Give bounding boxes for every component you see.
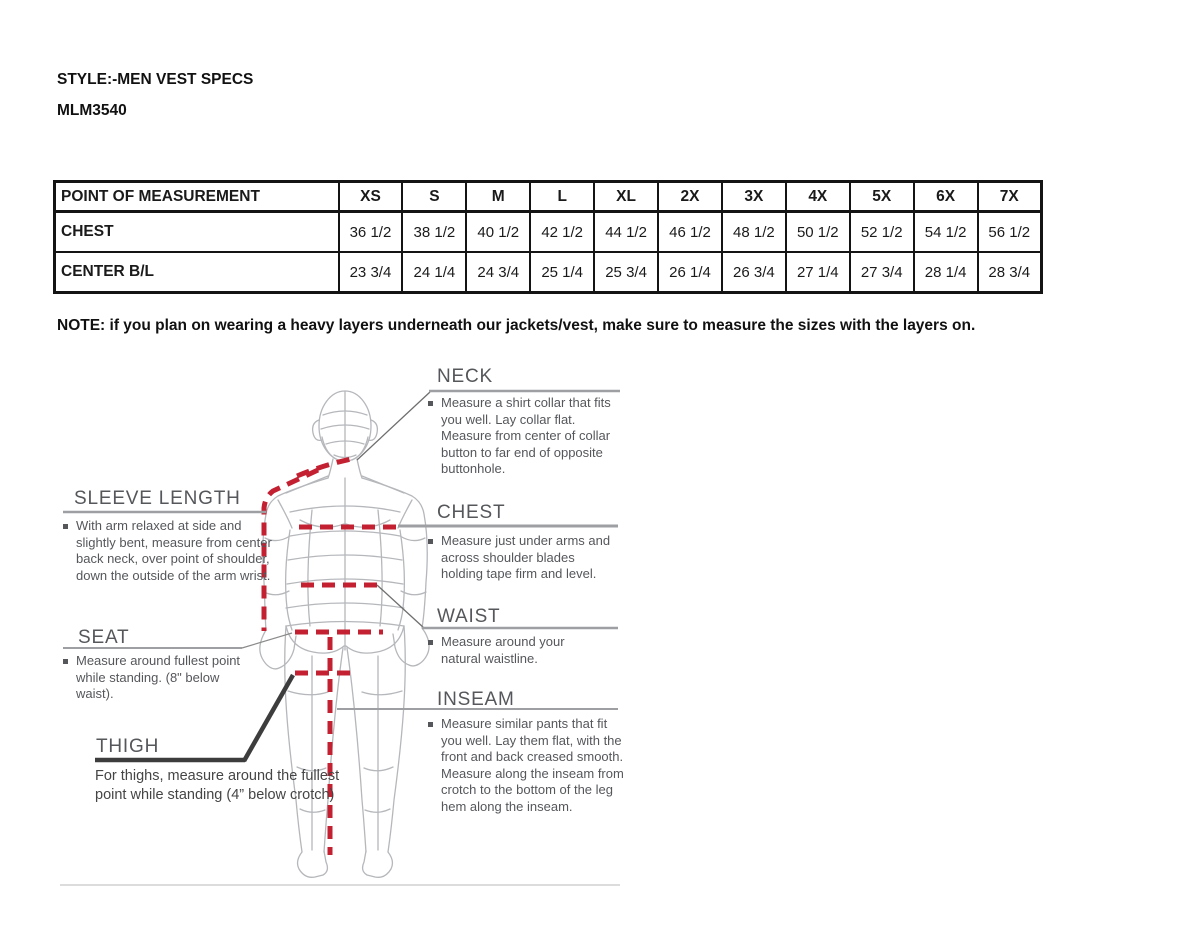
column-header-6x: 6X	[914, 182, 978, 212]
page-title: STYLE:-MEN VEST SPECS	[57, 71, 254, 88]
measurement-diagram	[60, 360, 624, 890]
sleeve-length-heading: SLEEVE LENGTH	[74, 488, 241, 509]
size-value-cell: 24 1/4	[402, 252, 466, 293]
size-value-cell: 26 1/4	[658, 252, 722, 293]
row-label-cell: CENTER B/L	[55, 252, 339, 293]
square-bullet-icon	[63, 524, 68, 529]
style-code: MLM3540	[57, 102, 127, 119]
column-header-7x: 7X	[978, 182, 1042, 212]
seat-heading: SEAT	[78, 627, 130, 648]
column-header-s: S	[402, 182, 466, 212]
sleeve-length-description	[63, 518, 278, 584]
waist-heading: WAIST	[437, 606, 501, 627]
chest-text: Measure just under arms and across shoulder blades holding tape firm and level.	[441, 533, 611, 581]
size-value-cell: 25 1/4	[530, 252, 594, 293]
inseam-heading: INSEAM	[437, 689, 515, 710]
column-header-xs: XS	[339, 182, 403, 212]
size-value-cell: 24 3/4	[466, 252, 530, 293]
size-value-cell: 42 1/2	[530, 212, 594, 253]
thigh-heading: THIGH	[96, 736, 160, 757]
table-header-row	[55, 182, 1042, 212]
size-value-cell: 27 1/4	[786, 252, 850, 293]
square-bullet-icon	[428, 401, 433, 406]
table-row-chest	[55, 212, 1042, 253]
size-value-cell: 44 1/2	[594, 212, 658, 253]
size-value-cell: 56 1/2	[978, 212, 1042, 253]
size-value-cell: 28 3/4	[978, 252, 1042, 293]
seat-description	[63, 653, 253, 703]
column-header-m: M	[466, 182, 530, 212]
size-value-cell: 50 1/2	[786, 212, 850, 253]
waist-description	[428, 634, 603, 667]
column-header-point-of-measurement: POINT OF MEASUREMENT	[55, 182, 339, 212]
neck-text: Measure a shirt collar that fits you well. Lay collar flat. Measure from center of collar button to far end of opposite buttonhole.	[441, 395, 611, 476]
size-value-cell: 52 1/2	[850, 212, 914, 253]
sleeve-length-text: With arm relaxed at side and slightly bent, measure from center back neck, over point of shoulder, down the outside of the arm wrist.	[76, 518, 272, 583]
chest-heading: CHEST	[437, 502, 506, 523]
size-value-cell: 54 1/2	[914, 212, 978, 253]
seat-text: Measure around fullest point while standing. (8" below waist).	[76, 653, 241, 701]
square-bullet-icon	[63, 659, 68, 664]
column-header-4x: 4X	[786, 182, 850, 212]
size-value-cell: 36 1/2	[339, 212, 403, 253]
size-value-cell: 23 3/4	[339, 252, 403, 293]
column-header-2x: 2X	[658, 182, 722, 212]
size-value-cell: 38 1/2	[402, 212, 466, 253]
column-header-5x: 5X	[850, 182, 914, 212]
size-value-cell: 28 1/4	[914, 252, 978, 293]
table-row-center-bl	[55, 252, 1042, 293]
inseam-text: Measure similar pants that fit you well. Lay them flat, with the front and back creased smooth. Measure along the inseam from crotch to the bottom of the leg hem along the inseam.	[441, 716, 624, 814]
note-text: NOTE: if you plan on wearing a heavy layers underneath our jackets/vest, make sure to measure the sizes with the layers on.	[57, 317, 976, 334]
size-spec-table	[53, 180, 1043, 294]
neck-heading: NECK	[437, 366, 493, 387]
size-value-cell: 46 1/2	[658, 212, 722, 253]
chest-description	[428, 533, 620, 583]
size-value-cell: 40 1/2	[466, 212, 530, 253]
row-label-cell: CHEST	[55, 212, 339, 253]
size-value-cell: 25 3/4	[594, 252, 658, 293]
waist-text: Measure around your natural waistline.	[441, 634, 565, 666]
column-header-3x: 3X	[722, 182, 786, 212]
size-value-cell: 26 3/4	[722, 252, 786, 293]
neck-description	[428, 395, 620, 478]
neck-pointer-line	[357, 392, 430, 460]
size-value-cell: 48 1/2	[722, 212, 786, 253]
size-value-cell: 27 3/4	[850, 252, 914, 293]
inseam-description	[428, 716, 626, 815]
square-bullet-icon	[428, 539, 433, 544]
column-header-l: L	[530, 182, 594, 212]
thigh-text: For thighs, measure around the fullest point while standing (4” below crotch)	[95, 768, 340, 803]
column-header-xl: XL	[594, 182, 658, 212]
square-bullet-icon	[428, 640, 433, 645]
thigh-description	[95, 767, 340, 805]
square-bullet-icon	[428, 722, 433, 727]
